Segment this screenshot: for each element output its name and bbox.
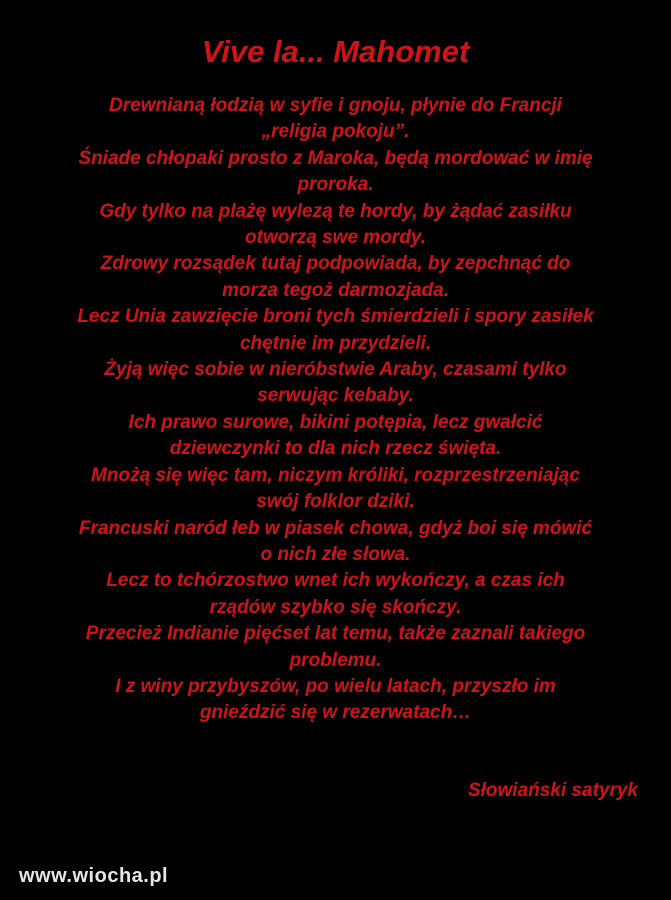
poem-line: o nich złe słowa. (260, 543, 411, 565)
poem-line: otworzą swe mordy. (245, 227, 426, 249)
poem-line: Mnożą się więc tam, niczym króliki, rozprzestrzeniając (91, 464, 580, 486)
poem-line: Śniade chłopaki prosto z Maroka, będą mordować w imię (78, 147, 593, 169)
poem-line: swój folklor dziki. (256, 491, 415, 513)
poem-title: Vive la... Mahomet (201, 34, 470, 69)
poem-line: Ich prawo surowe, bikini potępia, lecz gwałcić (128, 411, 543, 433)
poem-line: Zdrowy rozsądek tutaj podpowiada, by zepchnąć do (100, 253, 571, 275)
poem-line: Żyją więc sobie w nieróbstwie Araby, czasami tylko (104, 359, 567, 381)
poem-line: I z winy przybyszów, po wielu latach, przyszło im (115, 675, 556, 697)
poem-line: morza tegoż darmozjada. (222, 279, 449, 301)
poem-line: dziewczynki to dla nich rzecz święta. (169, 438, 502, 460)
site-watermark: www.wiocha.pl (19, 865, 169, 887)
poem-line: „religia pokoju”. (261, 121, 410, 143)
poem-line: gnieździć się w rezerwatach… (199, 702, 472, 724)
poem-line: proroka. (297, 174, 374, 196)
author-signature: Słowiański satyryk (467, 780, 638, 801)
poem-line: Lecz Unia zawzięcie broni tych śmierdzieli i spory zasiłek (77, 306, 594, 328)
poem-line: chętnie im przydzieli. (239, 332, 432, 354)
poem-line: Francuski naród łeb w piasek chowa, gdyż boi się mówić (78, 517, 593, 539)
poem-line: Gdy tylko na plażę wylezą te hordy, by żądać zasiłku (99, 200, 572, 222)
poem-line: Przecież Indianie pięćset lat temu, także zaznali takiego (85, 623, 586, 645)
poem-line: problemu. (289, 649, 382, 671)
poem-line: serwując kebaby. (257, 385, 414, 407)
poem-line: rządów szybko się skończy. (209, 596, 462, 618)
poem-body (18, 93, 653, 727)
poem-line: Drewnianą łodzią w syfie i gnoju, płynie do Francji (109, 95, 562, 116)
poem-line: Lecz to tchórzostwo wnet ich wykończy, a czas ich (106, 570, 565, 592)
